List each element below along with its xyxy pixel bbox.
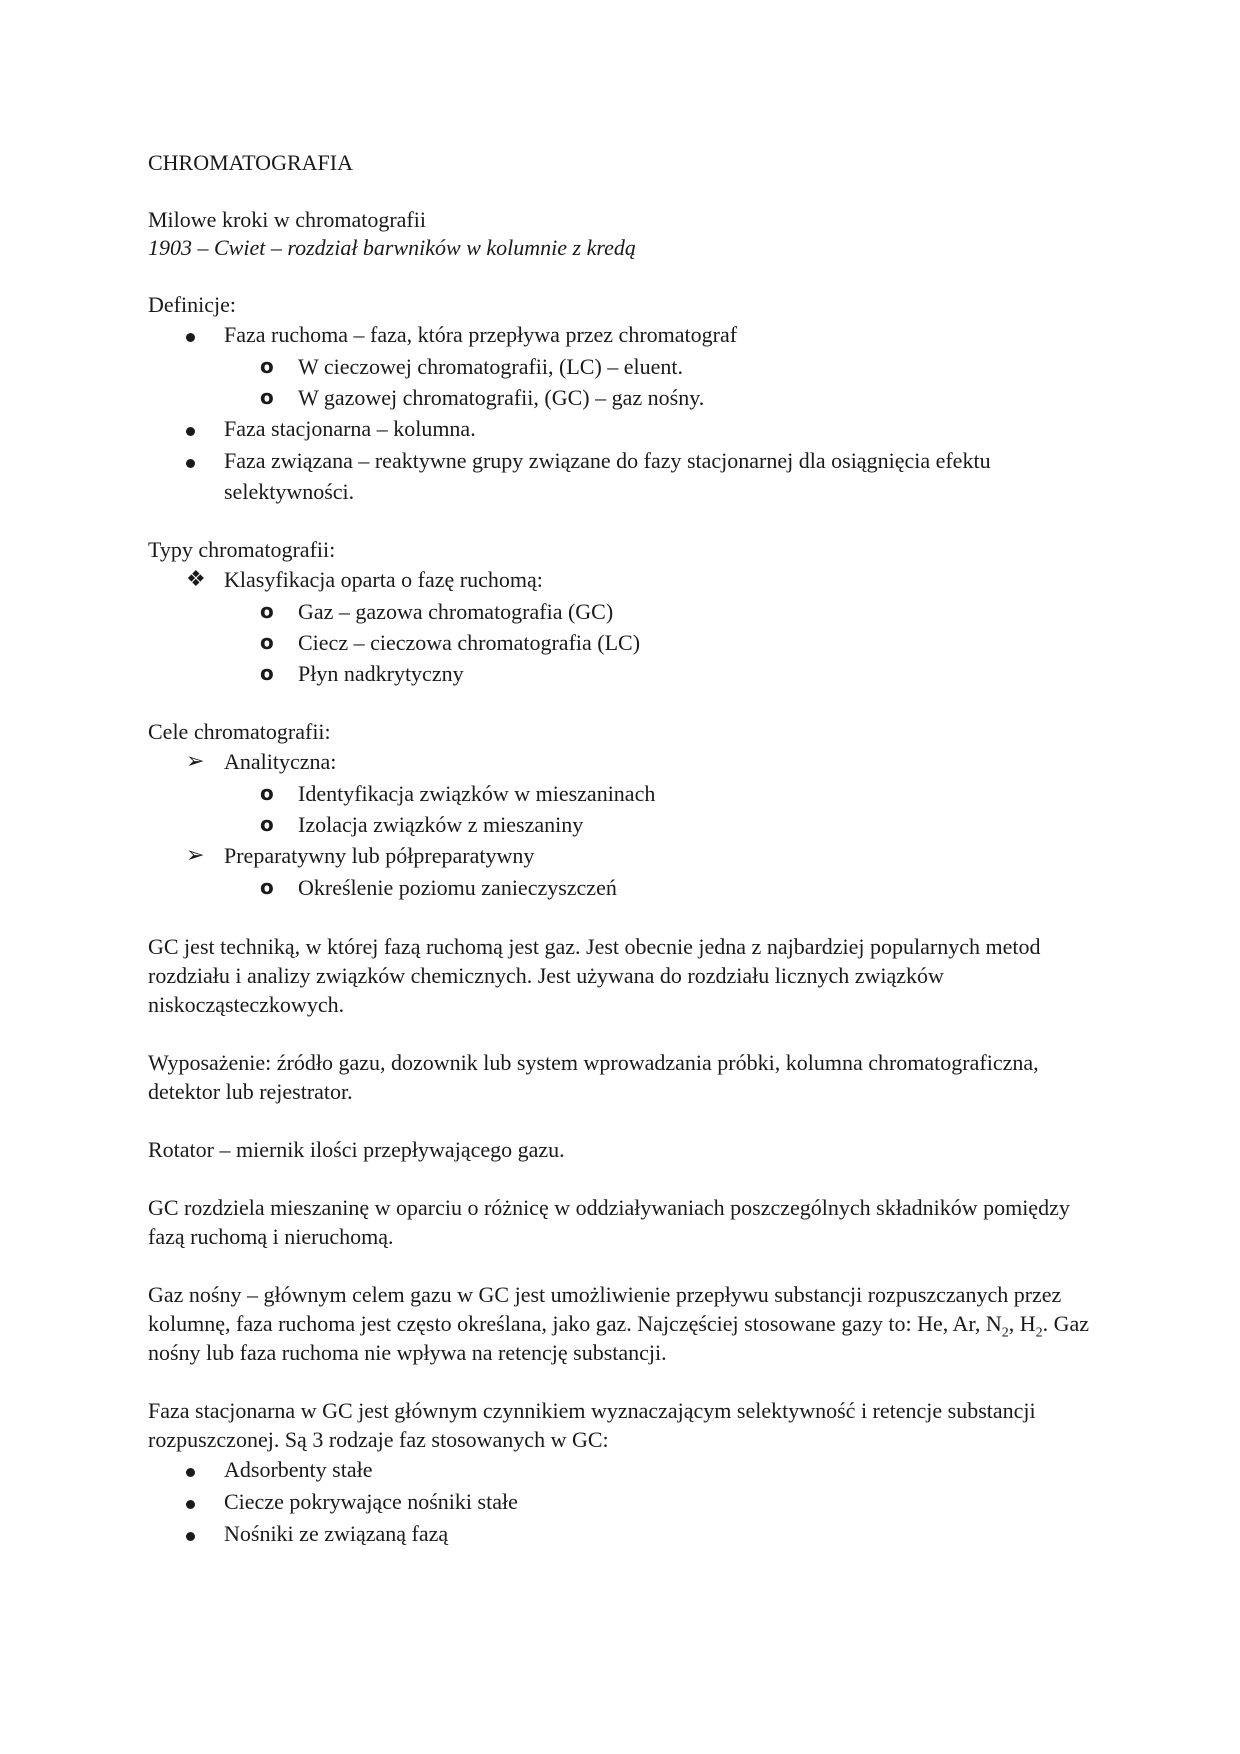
definitions-list (148, 319, 1098, 507)
document-body (148, 149, 1098, 1550)
bullet-arrow-icon: ➢ (186, 843, 205, 868)
list-item: ❖ Klasyfikacja oparta o fazę ruchomą: o Gaz – gazowa chromatografia (GC) o Ciecz – cieczowa chromatografia (LC) o Płyn nadkrytyczny (148, 564, 1098, 689)
definitions-heading: Definicje: (148, 292, 236, 317)
paragraph-equipment: Wyposażenie: źródło gazu, dozownik lub system wprowadzania próbki, kolumna chromatograficzna, detektor lub rejestrator. (148, 1050, 1039, 1104)
list-item: o Identyfikacja związków w mieszaninach (148, 778, 1098, 809)
bullet-circle-icon: o (260, 599, 274, 623)
goals-heading: Cele chromatografii: (148, 719, 331, 744)
list-item: o W cieczowej chromatografii, (LC) – eluent. (148, 351, 1098, 382)
bullet-circle-icon: o (260, 661, 274, 685)
list-item: Faza ruchoma – faza, która przepływa przez chromatograf o W cieczowej chromatografii, (LC) – eluent. o W gazowej chromatografii, (GC) – gaz nośny. (148, 319, 1098, 413)
bullet-dot-icon (186, 1518, 216, 1550)
bullet-dot-icon (186, 1454, 216, 1486)
list-item: Nośniki ze związaną fazą (148, 1518, 1098, 1550)
list-item: Faza stacjonarna – kolumna. (148, 413, 1098, 445)
bullet-diamond-icon: ❖ (186, 567, 206, 592)
bullet-arrow-icon: ➢ (186, 749, 205, 774)
bullet-circle-icon: o (260, 812, 274, 836)
document-title: CHROMATOGRAFIA (148, 150, 353, 175)
milestones-heading: Milowe kroki w chromatografii (148, 207, 426, 232)
bullet-circle-icon: o (260, 385, 274, 409)
list-item: o Izolacja związków z mieszaniny (148, 809, 1098, 840)
list-item: o Gaz – gazowa chromatografia (GC) (148, 596, 1098, 627)
list-item: Ciecze pokrywające nośniki stałe (148, 1486, 1098, 1518)
bullet-dot-icon (186, 319, 216, 351)
bullet-dot-icon (186, 445, 216, 476)
bullet-circle-icon: o (260, 781, 274, 805)
bullet-circle-icon: o (260, 354, 274, 378)
milestone-1903: 1903 – Cwiet – rozdział barwników w kolumnie z kredą (148, 235, 636, 260)
paragraph-carrier-gas: Gaz nośny – głównym celem gazu w GC jest umożliwienie przepływu substancji rozpuszczanych przez kolumnę, faza ruchoma jest często określana, jako gaz. Najczęściej stosowane gazy to: He, Ar, $N_2$, $H_2$. Gaz nośny lub faza ruchoma nie wpływa na retencję substancji. (148, 1282, 1090, 1365)
list-item: o W gazowej chromatografii, (GC) – gaz nośny. (148, 382, 1098, 413)
bullet-circle-icon: o (260, 875, 274, 899)
types-list (148, 564, 1098, 689)
paragraph-separation: GC rozdziela mieszaninę w oparciu o różnicę w oddziaływaniach poszczególnych składników pomiędzy fazą ruchomą i nieruchomą. (148, 1195, 1070, 1249)
list-item: ➢ Preparatywny lub półpreparatywny o Określenie poziomu zanieczyszczeń (148, 840, 1098, 903)
paragraph-stationary-phase: Faza stacjonarna w GC jest głównym czynnikiem wyznaczającym selektywność i retencje substancji rozpuszczonej. Są 3 rodzaje faz stosowanych w GC: (148, 1398, 1036, 1452)
list-item: o Określenie poziomu zanieczyszczeń (148, 872, 1098, 903)
bullet-dot-icon (186, 413, 216, 445)
types-heading: Typy chromatografii: (148, 537, 336, 562)
list-item: Faza związana – reaktywne grupy związane do fazy stacjonarnej dla osiągnięcia efektu selektywności. (148, 445, 1098, 507)
bullet-dot-icon (186, 1486, 216, 1518)
paragraph-rotator: Rotator – miernik ilości przepływającego gazu. (148, 1137, 565, 1162)
list-item: Adsorbenty stałe (148, 1454, 1098, 1486)
paragraph-gc-intro: GC jest techniką, w której fazą ruchomą jest gaz. Jest obecnie jedna z najbardziej popularnych metod rozdziału i analizy związków chemicznych. Jest używana do rozdziału licznych związków niskocząsteczkowych. (148, 934, 1041, 1017)
stationary-phase-list (148, 1454, 1098, 1550)
goals-list (148, 746, 1098, 903)
bullet-circle-icon: o (260, 630, 274, 654)
list-item: o Ciecz – cieczowa chromatografia (LC) (148, 627, 1098, 658)
list-item: ➢ Analityczna: o Identyfikacja związków w mieszaninach o Izolacja związków z mieszaniny (148, 746, 1098, 840)
list-item: o Płyn nadkrytyczny (148, 658, 1098, 689)
